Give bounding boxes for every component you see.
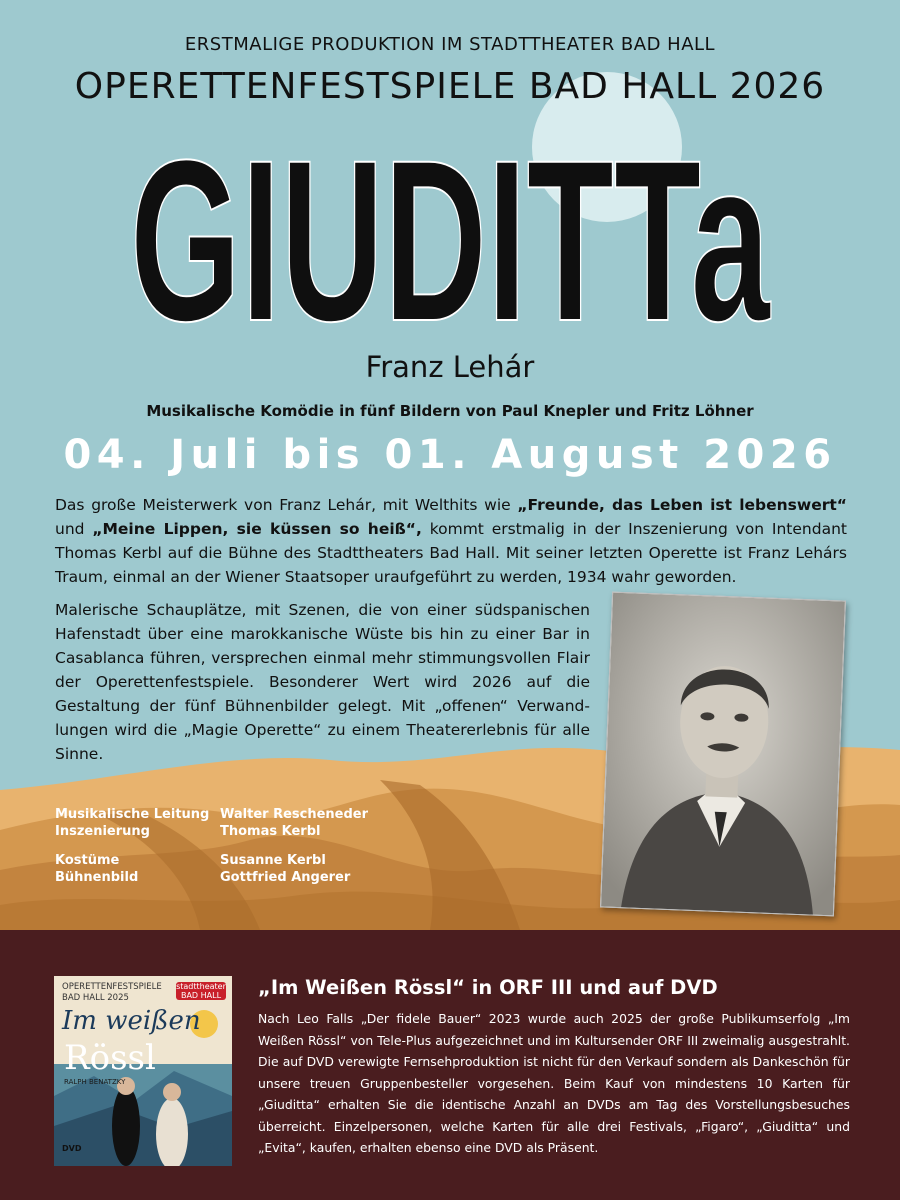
dvd-cover-title-1: Im weißen <box>62 1006 201 1036</box>
dvd-cover-year: BAD HALL 2025 <box>62 993 129 1003</box>
intro-paragraph <box>55 493 847 589</box>
production-kicker: ERSTMALIGE PRODUKTION IM STADTTHEATER BAD HALL <box>184 34 716 55</box>
title-text: GIUDITTa <box>130 120 772 338</box>
dvd-cover-title-2: Rössl <box>64 1038 156 1078</box>
stadttheater-logo: stadttheater BAD HALL <box>176 982 226 1000</box>
credit-name: Thomas Kerbl <box>220 824 321 839</box>
song-title-2: „Meine Lippen, sie küssen so heiß“, <box>92 520 422 538</box>
credit-row <box>55 869 415 886</box>
work-subtitle: Musikalische Komödie in fünf Bildern von Paul Knepler und Fritz Löhner <box>146 402 754 420</box>
description-paragraph: Malerische Schauplätze, mit Szenen, die von einer südspanischen Hafenstadt über eine marokkanische Wüste bis hin zu einer Bar in Casablanca führen, versprechen einmal mehr stimmungsvollen Flair der Operettenfestspiele. Besonderer Wert wird 2026 auf die Gestaltung der fünf Bühnenbilder gelegt. Mit „offenen“ Verwandlungen wird die „Magie Operette“ zu einem Theatererlebnis für alle Sinne. <box>55 601 590 763</box>
credit-role: Musikalische Leitung <box>55 807 210 822</box>
credit-role: Kostüme <box>55 853 120 868</box>
performance-dates: 04. Juli bis 01. August 2026 <box>63 432 837 478</box>
credits-list <box>55 806 415 886</box>
composer-name: Franz Lehár <box>365 350 535 384</box>
dvd-cover-author: RALPH BENATZKY <box>64 1078 126 1086</box>
song-title-1: „Freunde, das Leben ist lebenswert“ <box>517 496 847 514</box>
credit-name: Susanne Kerbl <box>220 853 326 868</box>
credit-row <box>55 806 415 823</box>
credit-row <box>55 823 415 840</box>
credit-row <box>55 852 415 869</box>
festival-name: OPERETTENFESTSPIELE BAD HALL 2026 <box>74 66 826 107</box>
news-body: Nach Leo Falls „Der fidele Bauer“ 2023 wurde auch 2025 der große Publikumserfolg „Im Weißen Rössl“ von Tele-Plus aufgezeichnet und im Kultursender ORF III zweimalig ausgestrahlt. Die auf DVD verewigte Fernsehproduktion ist nicht für den Verkauf sondern als Dankeschön für unsere treuen Gruppenbesteller vorgesehen. Beim Kauf von mindestens 10 Karten für „Giuditta“ erhalten Sie die identische Anzahl an DVDs am Tag des Vorstellungsbesuches überreicht. Einzelpersonen, welche Karten für alle drei Festivals, „Figaro“, „Giuditta“ und „Evita“, kaufen, erhalten ebenso eine DVD als Präsent. <box>258 1011 850 1155</box>
credit-role: Bühnenbild <box>55 870 139 885</box>
credit-name: Gottfried Angerer <box>220 870 351 885</box>
intro-text-a: Das große Meisterwerk von Franz Lehár, mit Welthits wie <box>55 496 518 514</box>
credit-role: Inszenierung <box>55 824 150 839</box>
news-title: „Im Weißen Rössl“ in ORF III und auf DVD <box>258 976 718 999</box>
intro-text-e: kommt erstmalig in der Inszenierung von Intendant Thomas Kerbl auf die Bühne des Stadttheaters Bad Hall. Mit seiner letzten Operette ist Franz Lehárs Traum, einmal an der Wiener Staatsoper uraufgeführt zu werden, 1934 wahr geworden. <box>55 520 847 586</box>
credit-name: Walter Rescheneder <box>220 807 369 822</box>
dvd-cover-image <box>54 976 232 1166</box>
composer-portrait-photo <box>600 592 846 917</box>
dvd-logo-mark: DVD <box>62 1144 82 1153</box>
intro-text-c: und <box>55 520 93 538</box>
dvd-cover-festival: OPERETTENFESTSPIELE <box>62 982 162 992</box>
title-wordmark <box>120 120 780 338</box>
